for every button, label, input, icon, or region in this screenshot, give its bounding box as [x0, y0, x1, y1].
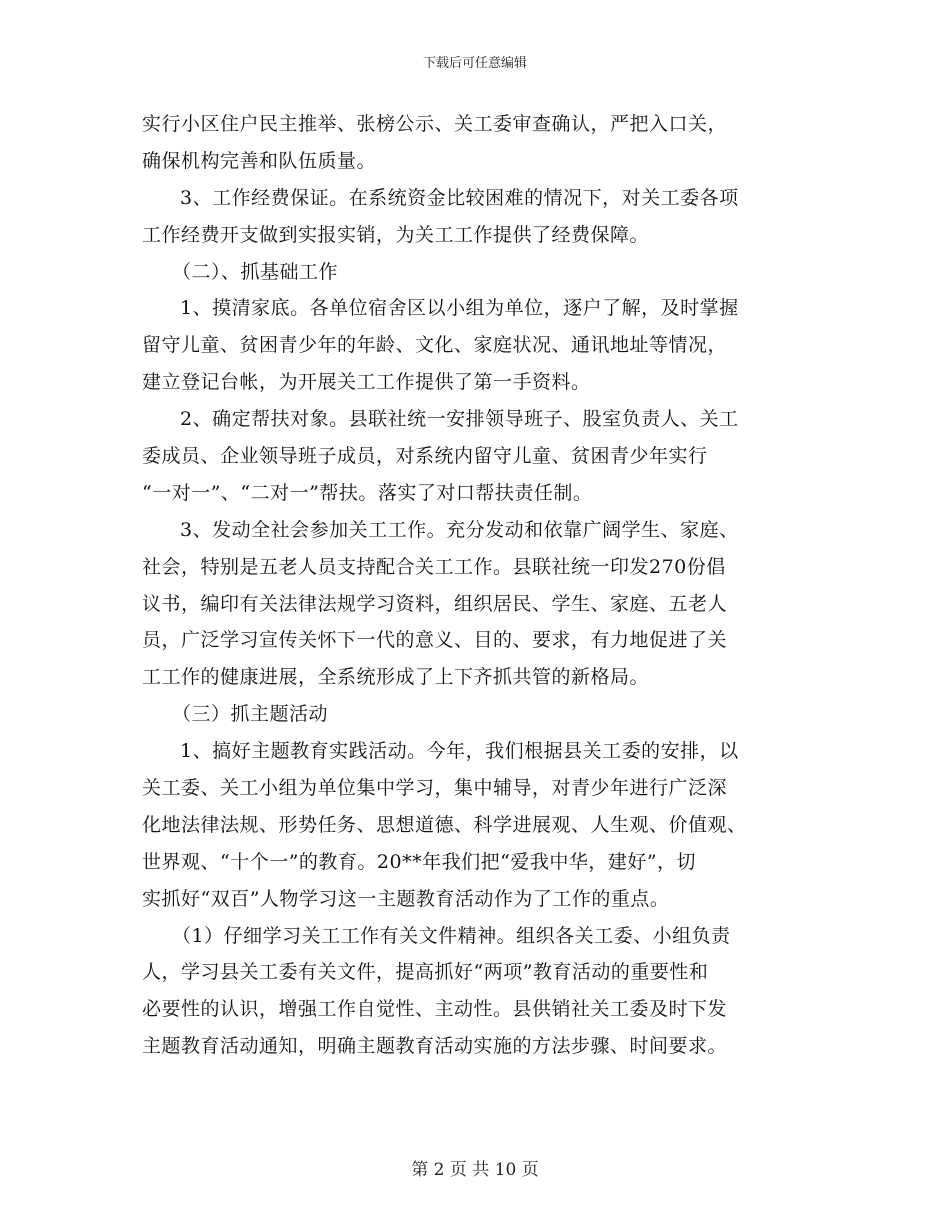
body-text-line: 委成员、企业领导班子成员，对系统内留守儿童、贫困青少年实行 [142, 445, 708, 468]
body-text-line: 实行小区住户民主推举、张榜公示、关工委审查确认，严把入口关， [142, 113, 728, 135]
body-text-line: 社会，特别是五老人员支持配合关工工作。县联社统一印发270份倡 [142, 555, 726, 578]
body-text-line: 世界观、“十个一”的教育。20**年我们把“爱我中华，建好”，切 [142, 850, 697, 873]
body-text-line: 3、工作经费保证。在系统资金比较困难的情况下，对关工委各项 [180, 186, 739, 209]
body-text-line: 1、搞好主题教育实践活动。今年，我们根据县关工委的安排，以 [180, 740, 739, 763]
body-text-line: 工工作的健康进展，全系统形成了上下齐抓共管的新格局。 [142, 666, 650, 689]
body-text-line: “一对一”、“二对一”帮扶。落实了对口帮扶责任制。 [142, 481, 593, 504]
page-number-footer: 第 2 页 共 10 页 [411, 1160, 539, 1180]
body-text-line: 议书，编印有关法律法规学习资料，组织居民、学生、家庭、五老人 [142, 592, 728, 615]
body-text-line: （三）抓主题活动 [172, 703, 329, 726]
body-text-line: 员，广泛学习宣传关怀下一代的意义、目的、要求，有力地促进了关 [142, 629, 728, 652]
document-body [142, 106, 810, 1065]
body-text-line: 2、确定帮扶对象。县联社统一安排领导班子、股室负责人、关工 [180, 408, 739, 431]
body-text-line: 必要性的认识，增强工作自觉性、主动性。县供销社关工委及时下发 [142, 998, 728, 1021]
body-text-line: 人，学习县关工委有关文件，提高抓好“两项”教育活动的重要性和 [142, 961, 709, 984]
body-text-line: 留守儿童、贫困青少年的年龄、文化、家庭状况、通讯地址等情况， [142, 334, 728, 357]
body-text-line: 1、摸清家底。各单位宿舍区以小组为单位，逐户了解，及时掌握 [180, 297, 739, 320]
body-text-line: 工作经费开支做到实报实销，为关工工作提供了经费保障。 [142, 223, 650, 246]
body-text-line: 建立登记台帐，为开展关工工作提供了第一手资料。 [142, 371, 591, 394]
body-text-line: 3、发动全社会参加关工工作。充分发动和依靠广阔学生、家庭、 [180, 518, 739, 541]
page-header: 下载后可任意编辑 [422, 56, 527, 71]
body-text-line: 关工委、关工小组为单位集中学习，集中辅导，对青少年进行广泛深 [142, 777, 728, 800]
body-text-line: （1）仔细学习关工工作有关文件精神。组织各关工委、小组负责 [172, 924, 731, 947]
body-text-line: 化地法律法规、形势任务、思想道德、科学进展观、人生观、价值观、 [142, 813, 747, 836]
body-text-line: 实抓好“双百”人物学习这一主题教育活动作为了工作的重点。 [142, 887, 670, 910]
body-text-line: 主题教育活动通知，明确主题教育活动实施的方法步骤、时间要求。 [142, 1035, 728, 1058]
body-text-line: 确保机构完善和队伍质量。 [142, 149, 377, 172]
body-text-line: （二）、抓基础工作 [172, 260, 339, 283]
